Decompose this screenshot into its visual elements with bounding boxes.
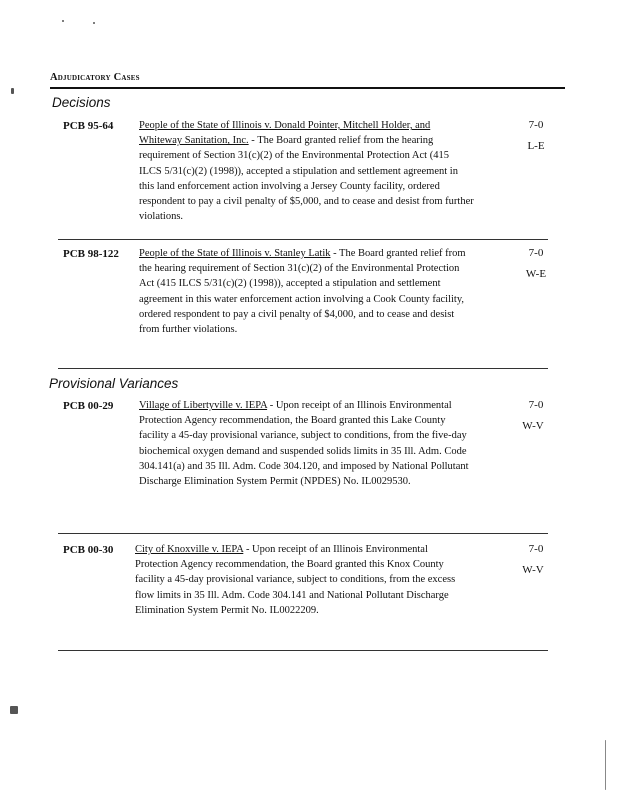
- case-title-link[interactable]: People of the State of Illinois v. Stanley Latik: [139, 248, 331, 259]
- case-text: - Upon receipt of an Illinois Environmental Protection Agency recommendation, the Board granted this Lake County facility a 45-day provisional variance, subject to conditions, from the five-day biochemical oxygen demand and suspended solids limits in 35 Ill. Adm. Code 304.141(a) and 35 Ill. Adm. Code 304.120, and imposed by National Pollutant Discharge Elimination System Permit (NPDES) No. IL0029530.: [139, 400, 469, 488]
- vote-count: 7-0: [528, 399, 544, 411]
- scan-speck: [605, 740, 606, 790]
- vote-count: 7-0: [528, 119, 544, 131]
- scan-speck: [93, 22, 95, 24]
- case-type: W-E: [525, 268, 547, 280]
- section-header: Adjudicatory Cases: [50, 72, 140, 83]
- case-description: [139, 246, 474, 337]
- case-description: [139, 118, 474, 224]
- vote-count: 7-0: [528, 247, 544, 259]
- case-divider: [58, 650, 548, 651]
- case-id: PCB 00-29: [63, 400, 114, 412]
- case-text: - The Board granted relief from the hearing requirement of Section 31(c)(2) of the Environmental Protection Act (415 ILCS 5/31(c)(2) (1998)), accepted a stipulation and settlement agreement in this land enforcement action involving a Jersey County facility, ordered respondent to pay a civil penalty of $5,000, and to cease and desist from further violations.: [139, 135, 474, 223]
- decisions-heading: Decisions: [52, 95, 111, 110]
- case-id: PCB 00-30: [63, 544, 114, 556]
- case-id: PCB 95-64: [63, 120, 114, 132]
- header-rule: [50, 87, 565, 89]
- case-title-link[interactable]: People of the State of Illinois v. Donald Pointer, Mitchell Holder, and Whiteway Sanitation, Inc.: [139, 120, 431, 147]
- case-id: PCB 98-122: [63, 248, 119, 260]
- case-type: W-V: [522, 564, 544, 576]
- case-title-link[interactable]: Village of Libertyville v. IEPA: [139, 400, 268, 411]
- scan-speck: [62, 20, 64, 22]
- case-description: [139, 398, 474, 489]
- case-divider: [58, 533, 548, 534]
- variances-heading: Provisional Variances: [49, 376, 179, 391]
- case-text: - The Board granted relief from the hearing requirement of Section 31(c)(2) of the Environmental Protection Act (415 ILCS 5/31(c)(2) (1998)), accepted a stipulation and settlement agreement in this water enforcement action involving a Cook County facility, ordered respondent to pay a civil penalty of $4,000, and to cease and desist from further violations.: [139, 248, 466, 336]
- scan-speck: [10, 706, 18, 714]
- case-type: W-V: [522, 420, 544, 432]
- vote-count: 7-0: [528, 543, 544, 555]
- case-title-link[interactable]: City of Knoxville v. IEPA: [135, 544, 244, 555]
- case-divider: [58, 239, 548, 240]
- scan-speck: [11, 88, 14, 94]
- case-type: L-E: [527, 140, 545, 152]
- case-text: - Upon receipt of an Illinois Environmental Protection Agency recommendation, the Board granted this Knox County facility a 45-day provisional variance, subject to conditions, from the excess flow limits in 35 Ill. Adm. Code 304.141 and National Pollutant Discharge Elimination System Permit No. IL0022209.: [135, 544, 456, 616]
- case-description: [135, 542, 470, 618]
- case-divider: [58, 368, 548, 369]
